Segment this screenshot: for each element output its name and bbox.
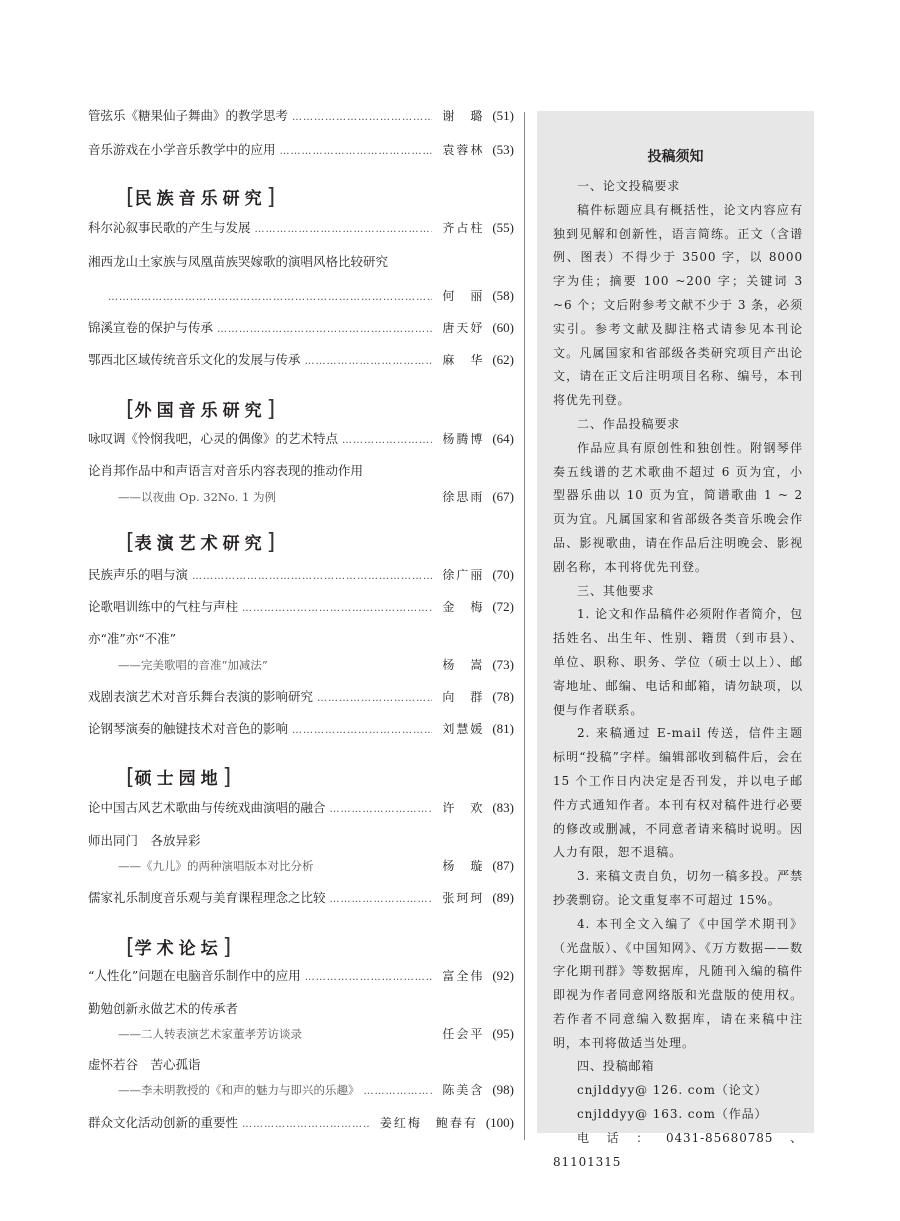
toc-entry[interactable] <box>88 108 514 124</box>
toc-entry[interactable] <box>88 721 514 737</box>
entry-author: 陈美含 <box>442 1083 485 1097</box>
entry-subtitle: ——李未明教授的《和声的魅力与即兴的乐趣》 <box>118 1083 360 1097</box>
leader-dots <box>292 723 432 739</box>
toc-entry[interactable] <box>88 463 514 505</box>
entry-title: “人性化”问题在电脑音乐制作中的应用 <box>88 968 301 983</box>
entry-page: (70) <box>492 567 514 582</box>
notice-paragraph: 作品应具有原创性和独创性。附钢琴伴奏五线谱的艺术歌曲不超过 6 页为宜，小型器乐曲以 10 页为宜，简谱歌曲 1 ~ 2 页为宜。凡属国家和省部级各类音乐晚会作品、影视歌曲，请在作品后注明晚会、影视剧名称，本刊将优先刊登。 <box>553 440 803 574</box>
notice-heading: 三、其他要求 <box>577 583 655 598</box>
leader-dots <box>242 601 432 617</box>
entry-title: 勤勉创新永做艺术的传承者 <box>88 1001 239 1016</box>
entry-author: 何 丽 <box>442 289 485 303</box>
entry-author: 姜红梅 鲍春有 <box>379 1116 478 1130</box>
notice-paragraph: 2. 来稿通过 E-mail 传送，信件主题标明“投稿”字样。编辑部收到稿件后，会在 15 个工作日内决定是否刊发，并以电子邮件方式通知作者。本刊有权对稿件进行必要的修改或删减，不同意者请来稿时说明。因人力有限，恕不退稿。 <box>553 726 803 860</box>
entry-page: (64) <box>492 431 514 446</box>
entry-title: 音乐游戏在小学音乐教学中的应用 <box>88 142 276 157</box>
entry-author: 杨 嵩 <box>442 658 485 672</box>
entry-title: 群众文化活动创新的重要性 <box>88 1115 239 1130</box>
entry-title: 论钢琴演奏的触键技术对音色的影响 <box>88 721 289 736</box>
leader-dots <box>342 433 432 449</box>
entry-title: 论中国古风艺术歌曲与传统戏曲演唱的融合 <box>88 800 326 815</box>
entry-page: (92) <box>492 968 514 983</box>
section-heading: [学术论坛] <box>126 935 232 960</box>
entry-page: (58) <box>492 288 514 303</box>
notice-paragraph: 4. 本刊全文入编了《中国学术期刊》（光盘版）、《中国知网》、《万方数据——数字化期刊群》等数据库，凡随刊入编的稿件即视为作者同意网络版和光盘版的使用权。若作者不同意编入数据库，请在来稿中注明，本刊将做适当处理。 <box>553 916 803 1050</box>
toc-entry[interactable] <box>88 599 514 615</box>
entry-page: (67) <box>492 489 514 504</box>
entry-title: 湘西龙山土家族与凤凰苗族哭嫁歌的演唱风格比较研究 <box>88 254 389 269</box>
leader-dots <box>330 892 433 908</box>
toc-entry[interactable] <box>88 1057 514 1098</box>
toc-entry[interactable] <box>88 320 514 336</box>
entry-subtitle: ——完美歌唱的音准“加减法” <box>118 658 268 672</box>
email-article[interactable]: cnjlddyy@ 126. com（论文） <box>577 1083 768 1098</box>
entry-title: 锦溪宣卷的保护与传承 <box>88 320 214 335</box>
notice-heading: 二、作品投稿要求 <box>577 416 681 431</box>
toc-entry[interactable] <box>88 1115 514 1131</box>
entry-subtitle: ——以夜曲 Op. 32No. 1 为例 <box>118 490 276 504</box>
entry-author: 金 梅 <box>442 600 485 614</box>
entry-title: 民族声乐的唱与演 <box>88 567 189 582</box>
entry-title: 亦“准”亦“不准” <box>88 631 177 646</box>
entry-page: (72) <box>492 599 514 614</box>
entry-author: 谢 璐 <box>442 109 485 123</box>
toc-entry[interactable] <box>88 220 514 236</box>
entry-page: (51) <box>492 108 514 123</box>
leader-dots <box>192 569 432 585</box>
toc-entry[interactable] <box>88 689 514 705</box>
leader-dots <box>305 970 433 986</box>
entry-page: (62) <box>492 352 514 367</box>
section-heading: [外国音乐研究] <box>126 397 276 422</box>
entry-subtitle: ——二人转表演艺术家董孝芳访谈录 <box>118 1027 302 1041</box>
notice-title: 投稿须知 <box>647 149 704 165</box>
toc-entry[interactable] <box>88 800 514 816</box>
toc-entry[interactable] <box>88 431 514 447</box>
entry-author: 齐占柱 <box>442 221 485 235</box>
submission-notice-panel <box>537 111 814 1169</box>
toc-entry[interactable] <box>88 890 514 906</box>
leader-dots <box>255 222 433 238</box>
leader-dots <box>108 290 432 306</box>
toc-entry[interactable] <box>88 1001 514 1042</box>
entry-title: 戏剧表演艺术对音乐舞台表演的影响研究 <box>88 689 314 704</box>
toc-entry[interactable] <box>88 352 514 368</box>
email-work[interactable]: cnjlddyy@ 163. com（作品） <box>577 1107 768 1122</box>
entry-author: 麻 华 <box>442 353 485 367</box>
entry-author: 向 群 <box>442 690 485 704</box>
entry-page: (81) <box>492 721 514 736</box>
toc-entry[interactable] <box>88 142 514 158</box>
entry-author: 杨 璇 <box>442 859 485 873</box>
notice-paragraph: 稿件标题应具有概括性，论文内容应有独到见解和创新性，语言简练。正文（含谱例、图表）不得少于 3500 字，以 8000 字为佳；摘要 100 ~200 字；关键词 3 ~6 个；文后附参考文献不少于 3 条，必须实引。参考文献及脚注格式请参见本刊论文。凡属国家和省部级各类研究项目产出论文，请在正文后注明项目名称、编号，本刊将优先刊登。 <box>553 202 803 408</box>
leader-dots <box>305 354 433 370</box>
entry-title: 管弦乐《糖果仙子舞曲》的教学思考 <box>88 108 289 123</box>
entry-page: (55) <box>492 220 514 235</box>
entry-page: (95) <box>492 1026 514 1041</box>
toc-entry[interactable] <box>88 833 514 874</box>
entry-page: (100) <box>485 1115 514 1130</box>
section-heading: [硕士园地] <box>126 765 232 790</box>
entry-title: 鄂西北区域传统音乐文化的发展与传承 <box>88 352 301 367</box>
leader-dots <box>292 110 432 126</box>
entry-page: (83) <box>492 800 514 815</box>
entry-subtitle: ——《九儿》的两种演唱版本对比分析 <box>118 859 314 873</box>
column-divider <box>524 112 525 1140</box>
entry-author: 许 欢 <box>442 801 485 815</box>
entry-author: 唐天妤 <box>442 321 485 335</box>
entry-author: 富全伟 <box>442 969 485 983</box>
notice-heading: 四、投稿邮箱 <box>577 1059 655 1074</box>
entry-title: 论歌唱训练中的气柱与声柱 <box>88 599 239 614</box>
entry-author: 任会平 <box>442 1027 485 1041</box>
entry-title: 虚怀若谷 苦心孤诣 <box>88 1057 201 1072</box>
entry-author: 徐广丽 <box>442 568 485 582</box>
entry-page: (53) <box>492 142 514 157</box>
toc-entry[interactable] <box>88 567 514 583</box>
toc-entry[interactable] <box>88 968 514 984</box>
entry-page: (78) <box>492 689 514 704</box>
phone-numbers: 电话：0431-85680785、81101315 <box>553 1130 803 1169</box>
leader-dots <box>217 322 432 338</box>
notice-paragraph: 1. 论文和作品稿件必须附作者简介，包括姓名、出生年、性别、籍贯（到市县）、单位、职称、职务、学位（硕士以上）、邮寄地址、邮编、电话和邮箱，请勿缺项，以便与作者联系。 <box>553 607 803 717</box>
section-heading: [民族音乐研究] <box>126 185 276 210</box>
leader-dots <box>330 802 433 818</box>
entry-title: 咏叹调《怜悯我吧，心灵的偶像》的艺术特点 <box>88 431 339 446</box>
entry-title: 师出同门 各放异彩 <box>88 833 201 848</box>
entry-author: 袁蓉林 <box>442 143 485 157</box>
entry-author: 张珂珂 <box>442 891 485 905</box>
notice-body <box>553 175 803 1174</box>
toc-entry[interactable] <box>88 631 514 673</box>
entry-title: 科尔沁叙事民歌的产生与发展 <box>88 220 251 235</box>
entry-page: (98) <box>492 1082 514 1097</box>
leader-dots <box>242 1117 370 1133</box>
notice-heading: 一、论文投稿要求 <box>577 179 681 193</box>
entry-page: (73) <box>492 657 514 672</box>
entry-author: 杨腾博 <box>442 432 485 446</box>
entry-author: 徐思雨 <box>442 490 485 504</box>
leader-dots <box>280 144 433 160</box>
entry-page: (87) <box>492 858 514 873</box>
entry-title: 论肖邦作品中和声语言对音乐内容表现的推动作用 <box>88 463 364 478</box>
leader-dots <box>317 691 432 707</box>
entry-author: 刘慧媛 <box>442 722 485 736</box>
toc-entry[interactable] <box>88 254 514 304</box>
notice-paragraph: 3. 来稿文责自负，切勿一稿多投。严禁抄袭剽窃。论文重复率不可超过 15%。 <box>553 869 803 907</box>
entry-page: (60) <box>492 320 514 335</box>
entry-title: 儒家礼乐制度音乐观与美育课程理念之比较 <box>88 890 326 905</box>
entry-page: (89) <box>492 890 514 905</box>
section-heading: [表演艺术研究] <box>126 530 276 555</box>
